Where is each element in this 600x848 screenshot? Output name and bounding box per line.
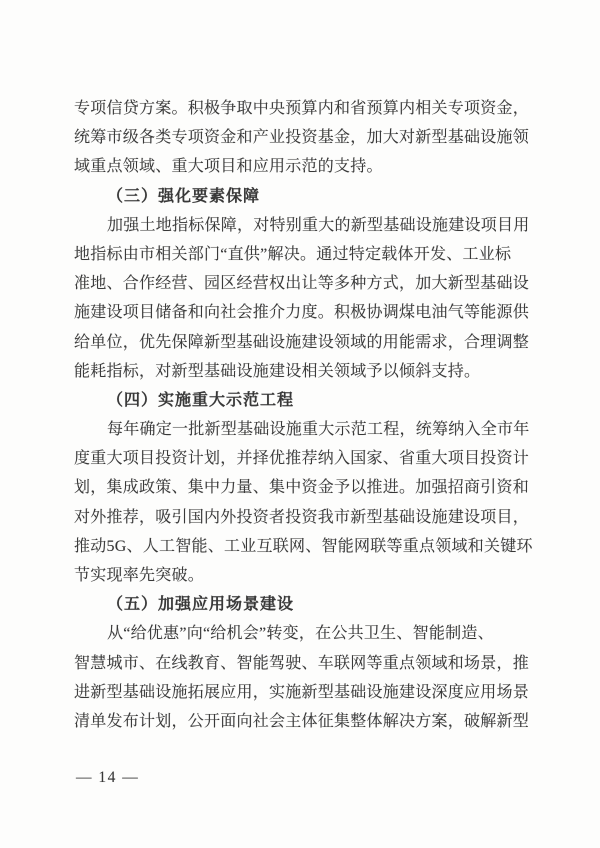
- text-line: 进新型基础设施拓展应用，实施新型基础设施建设深度应用场景: [74, 683, 530, 701]
- text-line: 每年确定一批新型基础设施重大示范工程，统筹纳入全市年: [107, 421, 530, 439]
- text-line: 施建设项目储备和向社会推介力度。积极协调煤电油气等能源供: [74, 304, 530, 322]
- text-line: 能耗指标，对新型基础设施建设相关领域予以倾斜支持。: [74, 362, 481, 380]
- text-line: 域重点领域、重大项目和应用示范的支持。: [74, 158, 383, 176]
- text-line: 加强土地指标保障，对特别重大的新型基础设施建设项目用: [107, 216, 530, 234]
- text-line: 给单位，优先保障新型基础设施建设领域的用能需求，合理调整: [74, 333, 530, 351]
- text-line: 节实现率先突破。: [74, 567, 205, 584]
- text-line: 准地、合作经营、园区经营权出让等多种方式，加大新型基础设: [74, 275, 530, 293]
- text-line: 统筹市级各类专项资金和产业投资基金，加大对新型基础设施领: [74, 129, 530, 147]
- text-line: 地指标由市相关部门“直供”解决。通过特定载体开发、工业标: [74, 245, 512, 263]
- text-line: 智慧城市、在线教育、智能驾驶、车联网等重点领域和场景，推: [74, 654, 530, 672]
- text-line: 专项信贷方案。积极争取中央预算内和省预算内相关专项资金，: [74, 100, 530, 117]
- text-line: 对外推荐，吸引国内外投资者投资我市新型基础设施建设项目，: [74, 508, 530, 526]
- page-number: — 14 —: [76, 769, 140, 786]
- text-line: 从“给优惠”向“给机会”转变，在公共卫生、智能制造、: [107, 625, 494, 643]
- text-line: 度重大项目投资计划，并择优推荐纳入国家、省重大项目投资计: [74, 450, 530, 468]
- document-body: [74, 94, 532, 736]
- section-heading: （四）实施重大示范工程: [107, 391, 295, 409]
- text-line: 划，集成政策、集中力量、集中资金予以推进。加强招商引资和: [74, 479, 530, 497]
- section-heading: （五）加强应用场景建设: [107, 596, 295, 614]
- text-line: 清单发布计划，公开面向社会主体征集整体解决方案，破解新型: [74, 712, 530, 730]
- text-line: 推动5G、人工智能、工业互联网、智能网联等重点领域和关键环: [74, 537, 533, 555]
- section-heading: （三）强化要素保障: [107, 187, 261, 205]
